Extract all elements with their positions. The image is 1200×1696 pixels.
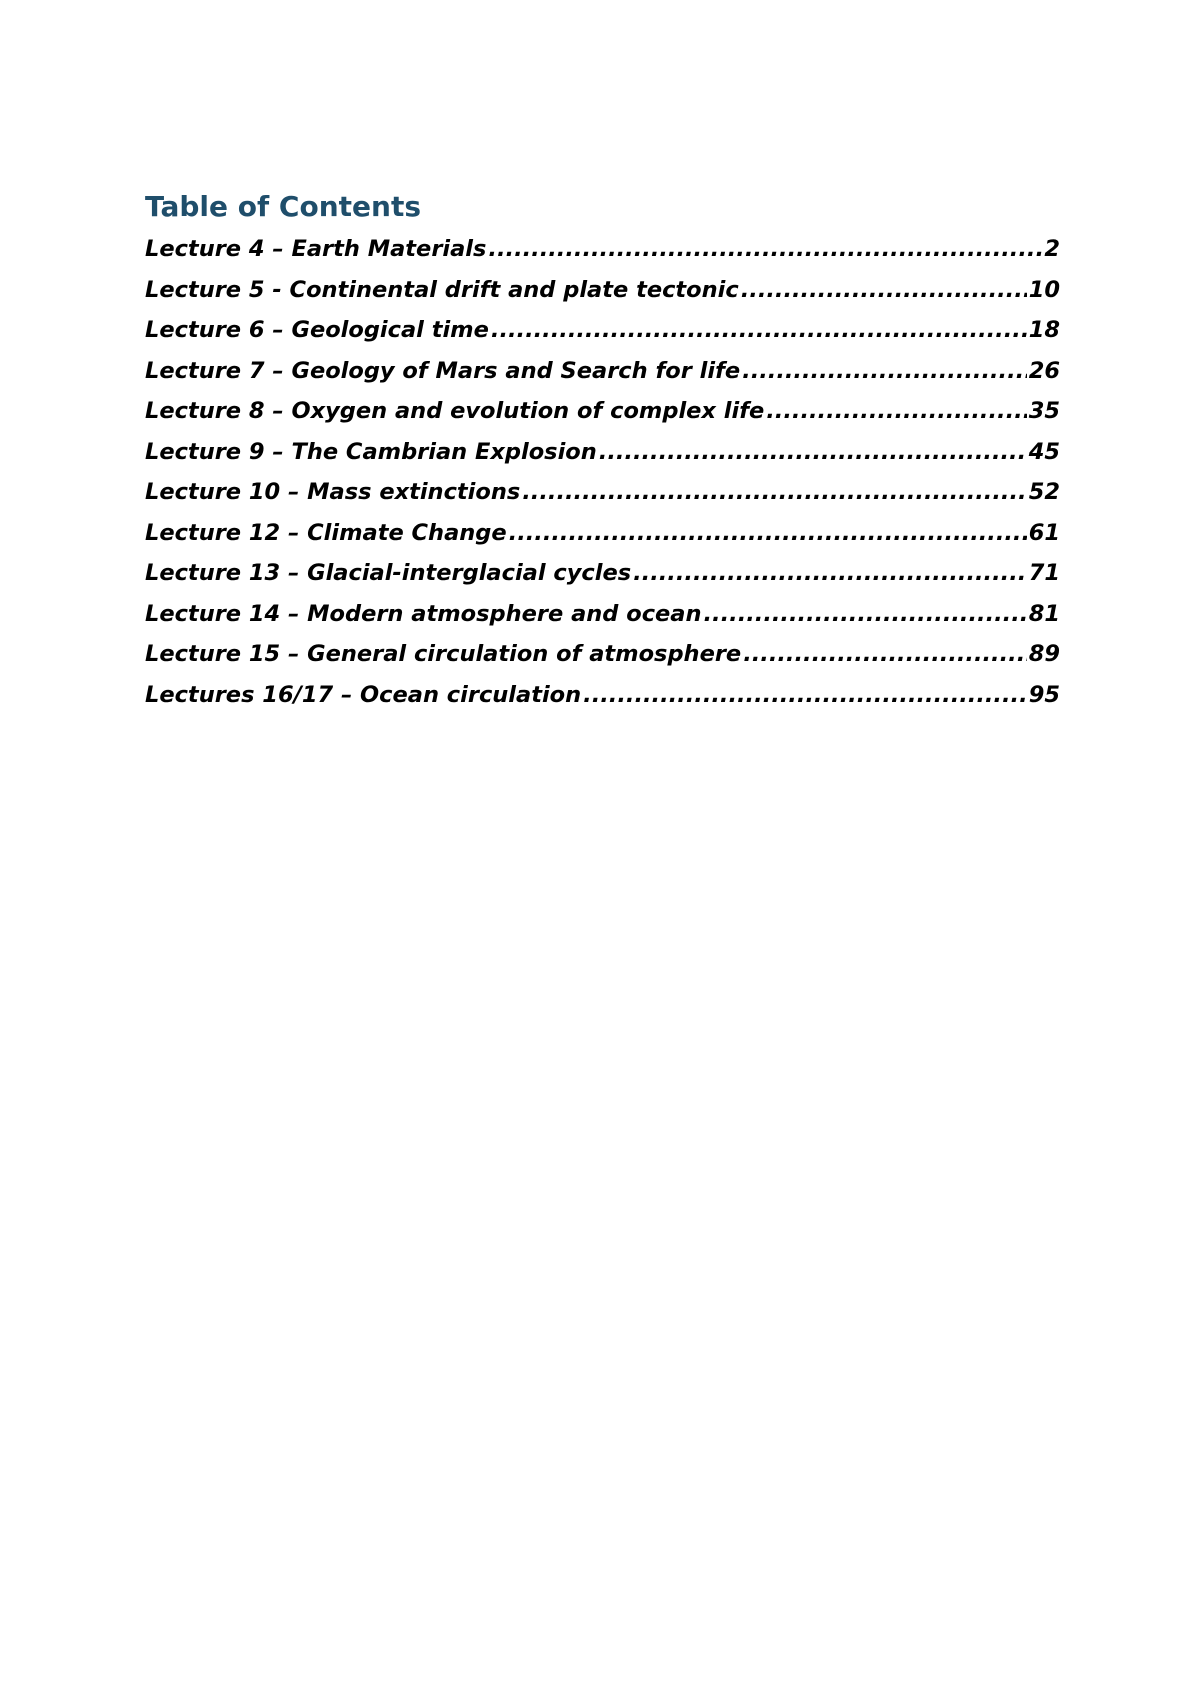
toc-dot-leader [741,277,1027,303]
toc-dot-leader [766,398,1026,424]
toc-page-number: 61 [1028,519,1060,546]
toc-page-number: 35 [1028,398,1060,424]
toc-entry-lecture-5[interactable] [145,277,1060,318]
toc-entry-lecture-8[interactable] [145,398,1060,439]
toc-dot-leader [742,358,1027,384]
toc-entry-label: Lecture 10 – Mass extinctions [145,479,521,505]
table-of-contents [145,190,1060,722]
toc-entry-label: Lecture 9 – The Cambrian Explosion [145,438,597,465]
toc-entry-lecture-6[interactable] [145,317,1060,358]
toc-page-number: 2 [1044,236,1060,262]
toc-list [145,236,1060,722]
toc-page-number: 18 [1028,317,1060,343]
toc-dot-leader [488,236,1042,262]
toc-page-number: 89 [1028,641,1060,667]
toc-entry-label: Lecture 6 – Geological time [145,317,489,343]
toc-entry-label: Lecture 4 – Earth Materials [145,236,487,262]
toc-entry-lectures-16-17[interactable] [145,682,1060,723]
toc-page-number: 45 [1028,438,1060,465]
toc-entry-label: Lecture 8 – Oxygen and evolution of complex life [145,398,765,424]
toc-entry-label: Lecture 13 – Glacial-interglacial cycles [145,560,632,586]
toc-entry-lecture-4[interactable] [145,236,1060,277]
toc-entry-label: Lecture 5 - Continental drift and plate tectonic [145,276,739,303]
toc-entry-lecture-13[interactable] [145,560,1060,601]
toc-dot-leader [633,560,1027,586]
toc-entry-label: Lecture 7 – Geology of Mars and Search for life [145,357,741,384]
toc-entry-lecture-7[interactable] [145,358,1060,399]
toc-entry-lecture-9[interactable] [145,439,1060,480]
toc-dot-leader [599,439,1027,465]
toc-dot-leader [509,520,1027,546]
toc-entry-lecture-10[interactable] [145,479,1060,520]
toc-page-number: 71 [1028,560,1060,586]
toc-title: Table of Contents [145,190,422,223]
toc-entry-label: Lecture 15 – General circulation of atmosphere [145,641,742,667]
toc-entry-label: Lecture 12 – Climate Change [145,519,507,546]
toc-dot-leader [522,479,1026,505]
toc-dot-leader [491,317,1027,343]
toc-dot-leader [583,682,1027,708]
toc-page-number: 95 [1028,681,1060,708]
toc-entry-lecture-12[interactable] [145,520,1060,561]
toc-dot-leader [743,641,1027,667]
toc-page-number: 10 [1028,276,1060,303]
toc-page-number: 26 [1028,357,1060,384]
toc-entry-lecture-15[interactable] [145,641,1060,682]
toc-entry-label: Lectures 16/17 – Ocean circulation [145,681,582,708]
toc-page-number: 52 [1028,479,1060,505]
toc-entry-lecture-14[interactable] [145,601,1060,642]
toc-entry-label: Lecture 14 – Modern atmosphere and ocean [145,600,702,627]
toc-dot-leader [704,601,1027,627]
toc-page-number: 81 [1028,600,1060,627]
